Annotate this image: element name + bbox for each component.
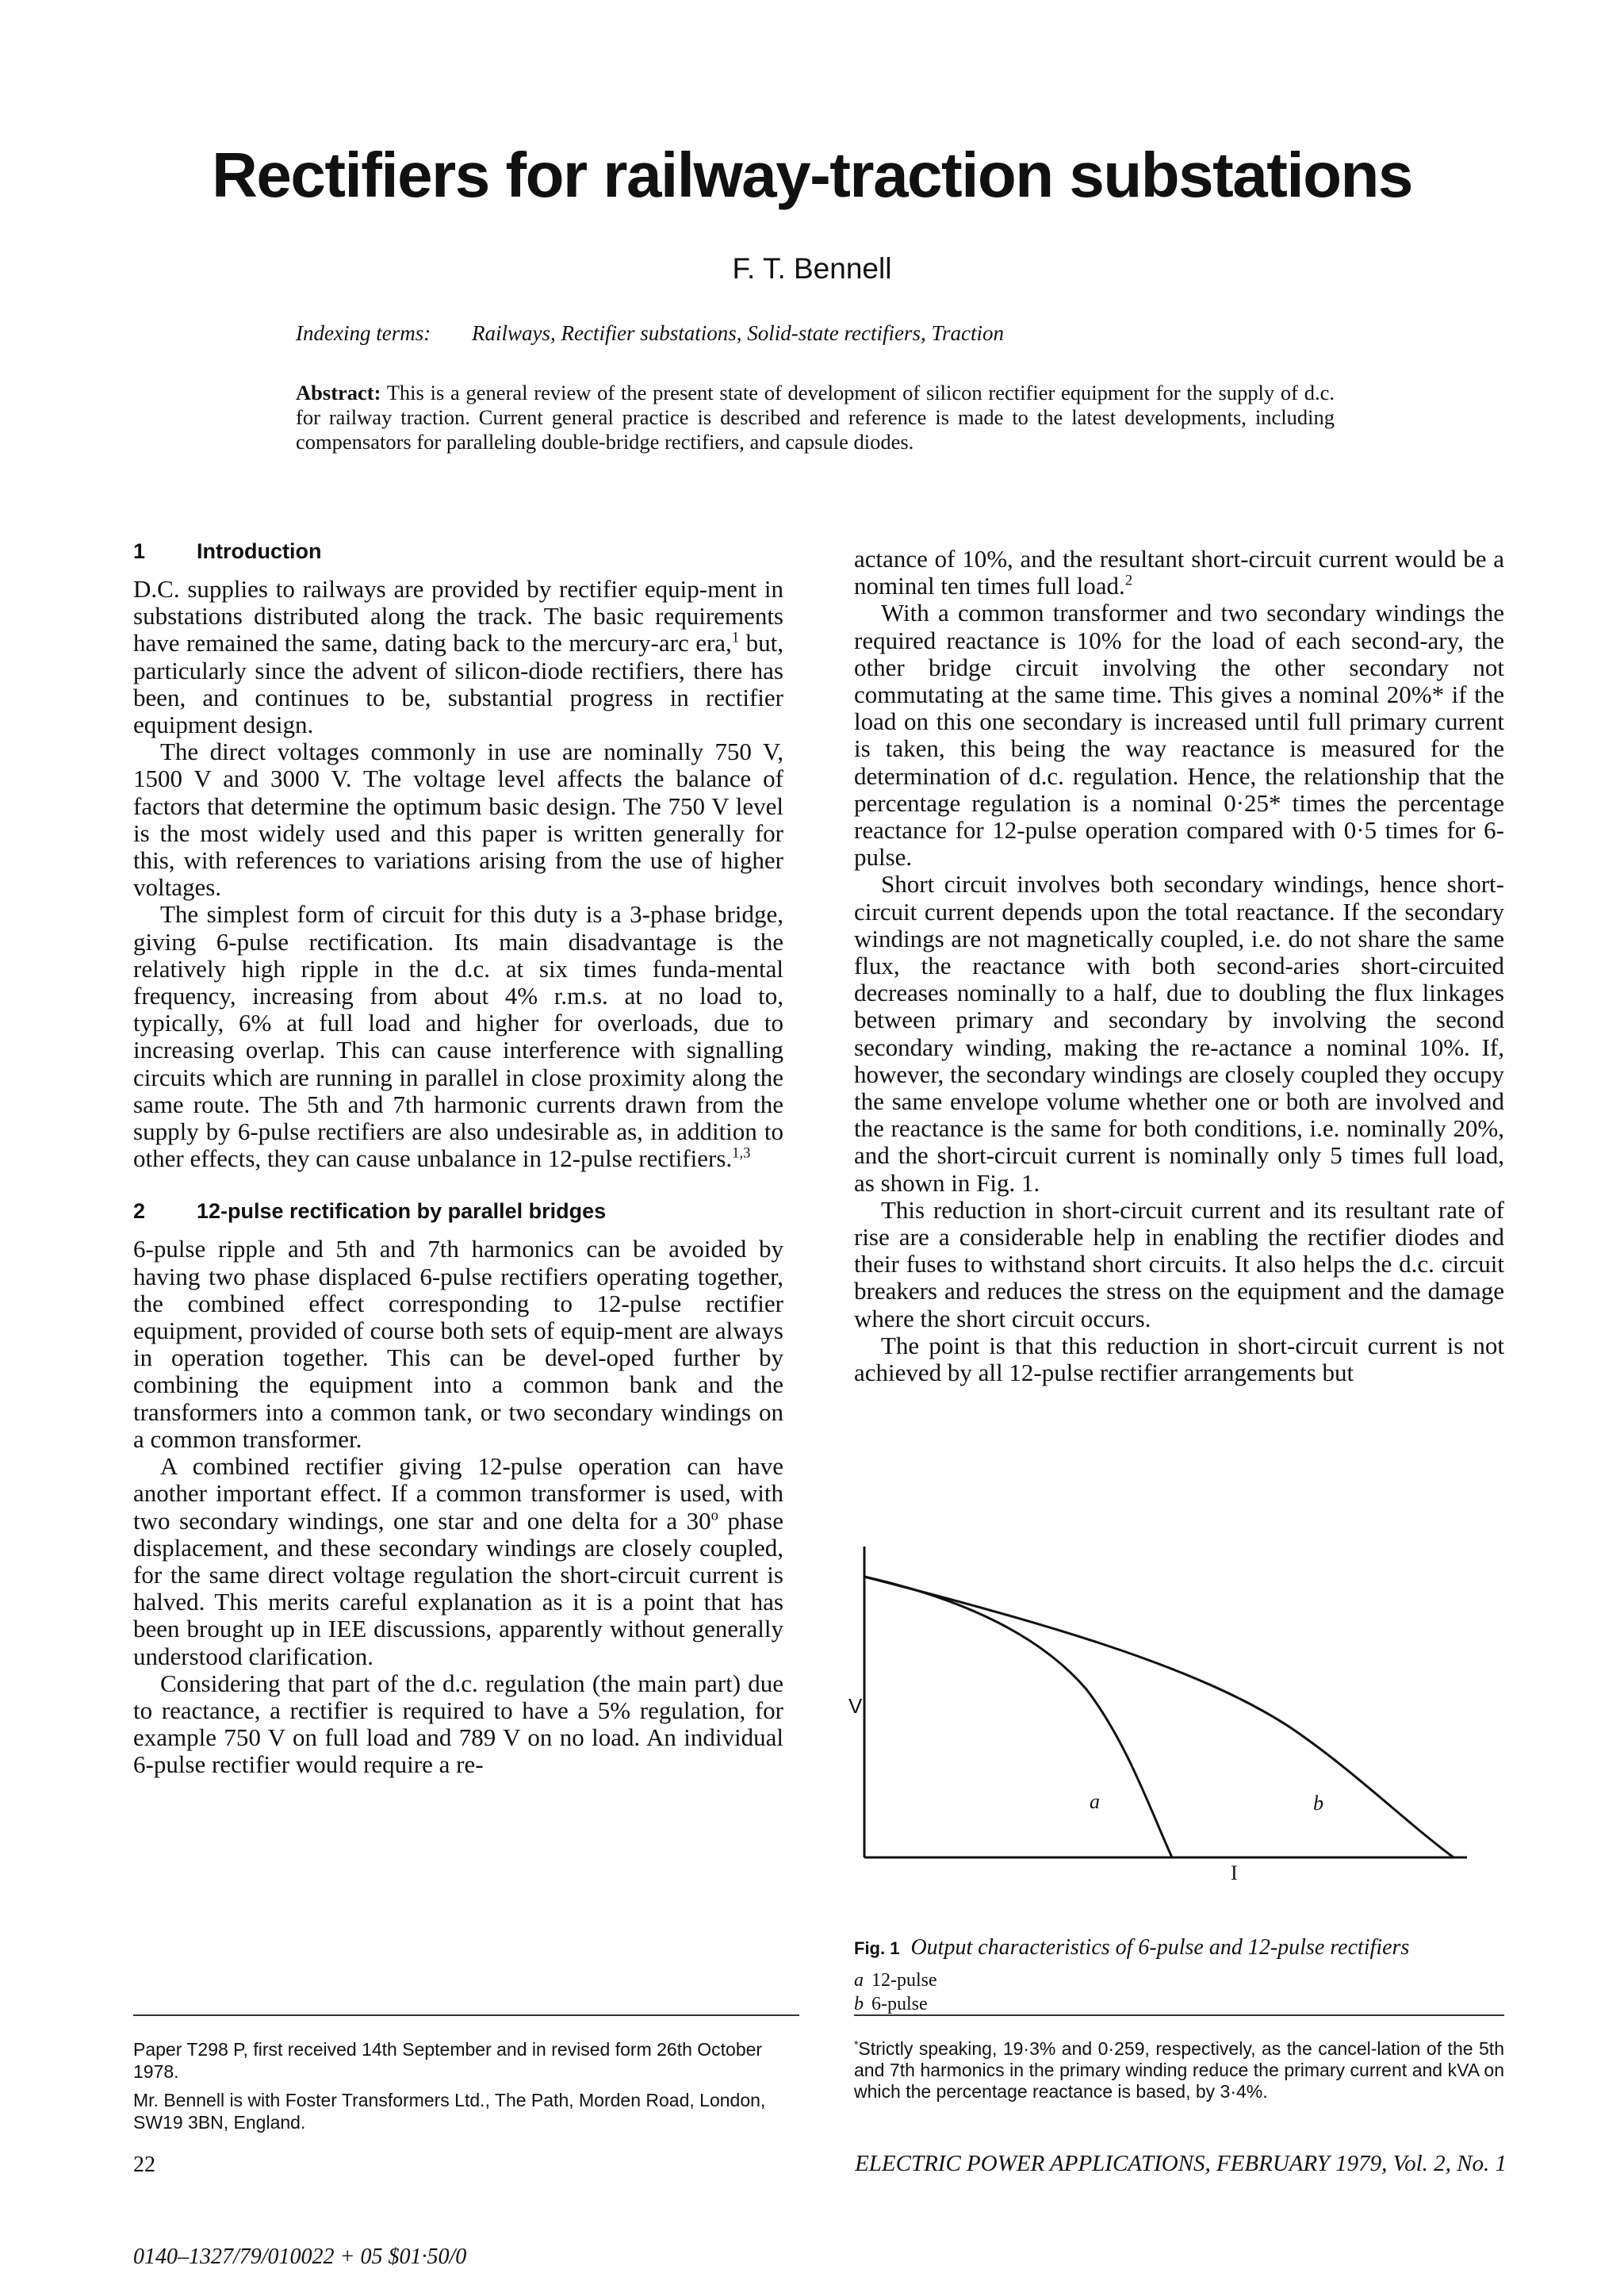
curve-b-label: b: [1313, 1792, 1323, 1815]
indexing-label: Indexing terms:: [296, 321, 431, 345]
section-number: 1: [133, 539, 146, 563]
reference-marker: 1: [731, 630, 740, 647]
curve-b-6-pulse: [864, 1577, 1454, 1857]
degree-marker: o: [710, 1507, 718, 1524]
section-title: 12-pulse rectification by parallel bridges: [197, 1199, 607, 1224]
paragraph: With a common transformer and two secondary windings the required reactance is 10% for the load of each second-ary, the other bridge circuit involving the other secondary not commutating at the same time. This gives a nominal 20%* if the load on this one secondary is increased until full primary current is taken, this being the way reactance is measured for the determination of d.c. regulation. Hence, the relationship that the percentage regulation is a nominal 0·25* times the percentage reactance for 12-pulse operation compared with 0·5 times for 6-pulse.: [854, 599, 1504, 872]
figure-caption-text: Output characteristics of 6-pulse and 12-pulse rectifiers: [910, 1935, 1410, 1960]
legend-item-a: a 12-pulse: [854, 1970, 937, 1991]
indexing-terms: [296, 321, 1004, 346]
figure-1-graph: [848, 1547, 1483, 1880]
author-name: F. T. Bennell: [732, 252, 892, 285]
y-axis-label: V: [848, 1694, 863, 1718]
right-column: [854, 546, 1504, 1386]
legend-item-b: b 6-pulse: [854, 1994, 928, 2014]
page-number: 22: [133, 2152, 155, 2177]
paragraph: The point is that this reduction in short-circuit current is not achieved by all 12-pulse rectifier arrangements but: [854, 1331, 1504, 1387]
footnote-left: [133, 2038, 799, 2140]
section-title: Introduction: [197, 539, 322, 563]
paragraph: 6-pulse ripple and 5th and 7th harmonics can be avoided by having two phase displaced 6-pulse rectifiers operating together, the combined effect corresponding to 12-pulse rectifier equipment, provided of course both sets of equip-ment are always in operation together. This can be devel-oped further by combining the equipment into a common bank and the transformers into a common tank, or two secondary windings on a common transformer.: [133, 1235, 783, 1453]
x-axis-label: I: [1231, 1861, 1238, 1880]
footnote-star-text: Strictly speaking, 19·3% and 0·259, respectively, as the cancel-lation of the 5th and 7th harmonics in the primary winding reduce the primary current and kVA on which the percentage reactance is based, by 3·4%.: [854, 2038, 1504, 2102]
paper-info: Paper T298 P, first received 14th September and in revised form 26th October 1978.: [133, 2039, 763, 2082]
paragraph: This reduction in short-circuit current and its resultant rate of rise are a considerable help in enabling the rectifier diodes and their fuses to withstand short circuits. It also helps the d.c. circuit breakers and reduces the stress on the equipment and the damage where the short circuit occurs.: [854, 1195, 1504, 1332]
footnote-star: *: [854, 2038, 859, 2051]
abstract: [296, 381, 1335, 454]
paragraph: The simplest form of circuit for this duty is a 3-phase bridge, giving 6-pulse rectification. Its main disadvantage is the relatively high ripple in the d.c. at six times funda-mental frequency, increasing from about 4% r.m.s. at no load to, typically, 6% at full load and higher for overloads, due to increasing overlap. This can cause interference with signalling circuits which are running in parallel in close proximity along the same route. The 5th and 7th harmonic currents drawn from the supply by 6-pulse rectifiers are also undesirable as, in addition to other effects, they can cause unbalance in 12-pulse rectifiers.$^{1,3}$: [133, 900, 783, 1173]
reference-marker: 2: [1124, 572, 1133, 589]
figure-label: Fig. 1: [854, 1938, 900, 1958]
section-heading-1: [133, 538, 783, 565]
left-column: [133, 538, 783, 1779]
indexing-terms-text: Railways, Rectifier substations, Solid-state rectifiers, Traction: [472, 321, 1004, 345]
abstract-label: Abstract:: [296, 381, 381, 404]
paragraph: Short circuit involves both secondary windings, hence short-circuit current depends upon the total reactance. If the secondary windings are not magnetically coupled, i.e. do not share the same flux, the reactance with both second-aries short-circuited decreases nominally to a half, due to doubling the flux linkages between primary and secondary by involving the second secondary winding, making the re-actance a nominal 10%. If, however, the secondary windings are closely coupled they occupy the same envelope volume whether one or both are involved and the reactance is the same for both conditions, i.e. nominally 20%, and the short-circuit current is nominally only 5 times full load, as shown in Fig. 1.: [854, 870, 1504, 1197]
section-heading-2: [133, 1198, 783, 1225]
curve-a-label: a: [1090, 1790, 1100, 1813]
article-title: Rectifiers for railway-traction substations: [212, 140, 1412, 210]
paragraph: D.C. supplies to railways are provided by rectifier equip-ment in substations distributed along the track. The basic requirements have remained the same, dating back to the mercury-arc era,$^1$ but, particularly since the advent of silicon-diode rectifiers, there has been, and continues to be, substantial progress in rectifier equipment design.: [133, 575, 783, 739]
paragraph: A combined rectifier giving 12-pulse operation can have another important effect. If a common transformer is used, with two secondary windings, one star and one delta for a 30$^o$ phase displacement, and these secondary windings are closely coupled, for the same direct voltage regulation the short-circuit current is halved. This merits careful explanation as it is a point that has been brought up in IEE discussions, apparently without generally understood clarification.: [133, 1452, 783, 1670]
footnote-divider-right: [854, 2014, 1504, 2016]
section-number: 2: [133, 1199, 146, 1224]
journal-info: ELECTRIC POWER APPLICATIONS, FEBRUARY 1979, Vol. 2, No. 1: [855, 2151, 1507, 2176]
footnote-divider-left: [133, 2014, 799, 2016]
paragraph: Considering that part of the d.c. regulation (the main part) due to reactance, a rectifier is required to have a 5% regulation, for example 750 V on full load and 789 V on no load. An individual 6-pulse rectifier would require a re-: [133, 1669, 783, 1779]
paragraph: The direct voltages commonly in use are nominally 750 V, 1500 V and 3000 V. The voltage level affects the balance of factors that determine the optimum basic design. The 750 V level is the most widely used and this paper is written generally for this, with references to variations arising from the use of higher voltages.: [133, 738, 783, 902]
footnote-right: [854, 2038, 1504, 2102]
abstract-text: This is a general review of the present state of development of silicon rectifier equipment for the supply of d.c. for railway traction. Current general practice is described and reference is made to the latest developments, including compensators for paralleling double-bridge rectifiers, and capsule diodes.: [296, 381, 1335, 454]
reference-marker: 1,3: [732, 1144, 751, 1162]
author-affiliation: Mr. Bennell is with Foster Transformers Ltd., The Path, Morden Road, London, SW19 3BN, England.: [133, 2090, 766, 2133]
paragraph: actance of 10%, and the resultant short-circuit current would be a nominal ten times full load.$^2$: [854, 545, 1504, 600]
figure-caption: [854, 1935, 1409, 2016]
issn-code: 0140–1327/79/010022 + 05 $01·50/0: [133, 2244, 467, 2269]
